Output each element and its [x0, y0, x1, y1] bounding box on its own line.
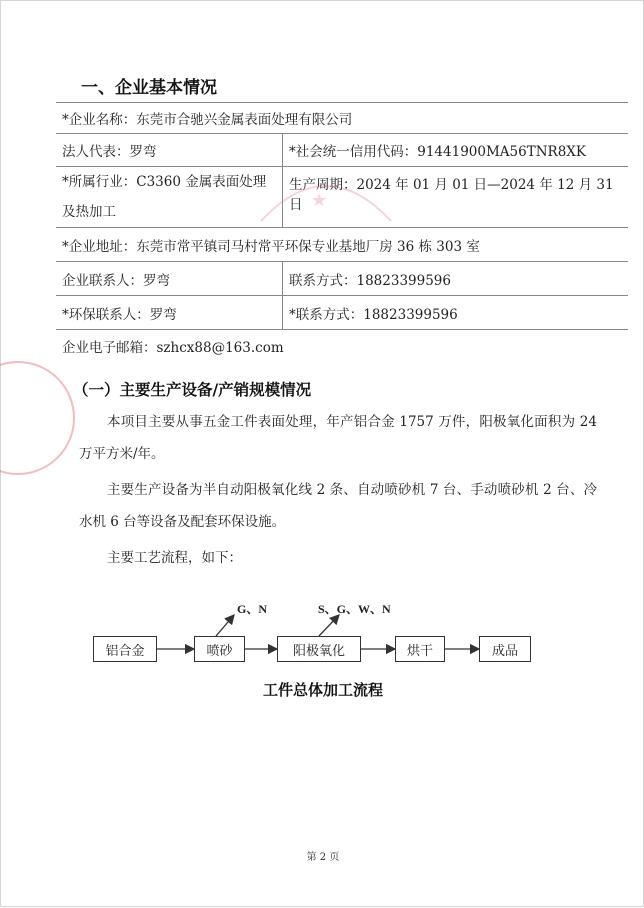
emission-arrow-2: [319, 615, 339, 636]
env-contact-cell: *环保联系人：罗弯: [56, 296, 283, 330]
flow-caption: 工件总体加工流程: [262, 681, 383, 699]
flow-step-anodize: 阳极氧化: [277, 636, 361, 662]
emission-arrow-1: [216, 615, 234, 636]
emission-label-2: S、G、W、N: [318, 602, 391, 616]
email-cell: 企业电子邮箱：szhcx88@163.com: [56, 330, 628, 362]
flow-step-aluminum: 铝合金: [93, 636, 157, 662]
process-flow-arrows: [1, 1, 644, 908]
credit-code-cell: *社会统一信用代码：91441900MA56TNR8XK: [283, 134, 629, 167]
industry-cell: *所属行业：C3360 金属表面处理及热加工: [56, 167, 283, 228]
paragraph-production-scale: 本项目主要从事五金工件表面处理，年产铝合金 1757 万件，阳极氧化面积为 24 万平方米/年。: [79, 414, 597, 462]
page-number: 第 2 页: [306, 852, 340, 863]
address-cell: *企业地址：东莞市常平镇司马村常平环保专业基地厂房 36 栋 303 室: [56, 228, 628, 262]
svg-text:★: ★: [311, 190, 328, 211]
paragraph-equipment: 主要生产设备为半自动阳极氧化线 2 条、自动喷砂机 7 台、手动喷砂机 2 台、冷水机 6 台等设备及配套环保设施。: [79, 482, 597, 530]
period-cell: 生产周期：2024 年 01 月 01 日—2024 年 12 月 31 日: [283, 167, 629, 228]
flow-step-product: 成品: [479, 636, 531, 662]
env-phone-cell: *联系方式：18823399596: [283, 296, 629, 330]
flow-step-dry: 烘干: [395, 636, 445, 662]
flow-step-sandblast: 喷砂: [194, 636, 245, 662]
company-name-cell: *企业名称：东莞市合驰兴金属表面处理有限公司: [56, 103, 628, 134]
emission-label-1: G、N: [237, 602, 268, 616]
legal-rep-cell: 法人代表：罗弯: [56, 134, 283, 167]
subsection-title: （一）主要生产设备/产销规模情况: [73, 380, 312, 399]
paragraph-process-intro: 主要工艺流程，如下：: [107, 550, 242, 566]
contact-person-cell: 企业联系人：罗弯: [56, 262, 283, 296]
contact-phone-cell: 联系方式：18823399596: [283, 262, 629, 296]
section-title: 一、企业基本情况: [81, 78, 217, 98]
